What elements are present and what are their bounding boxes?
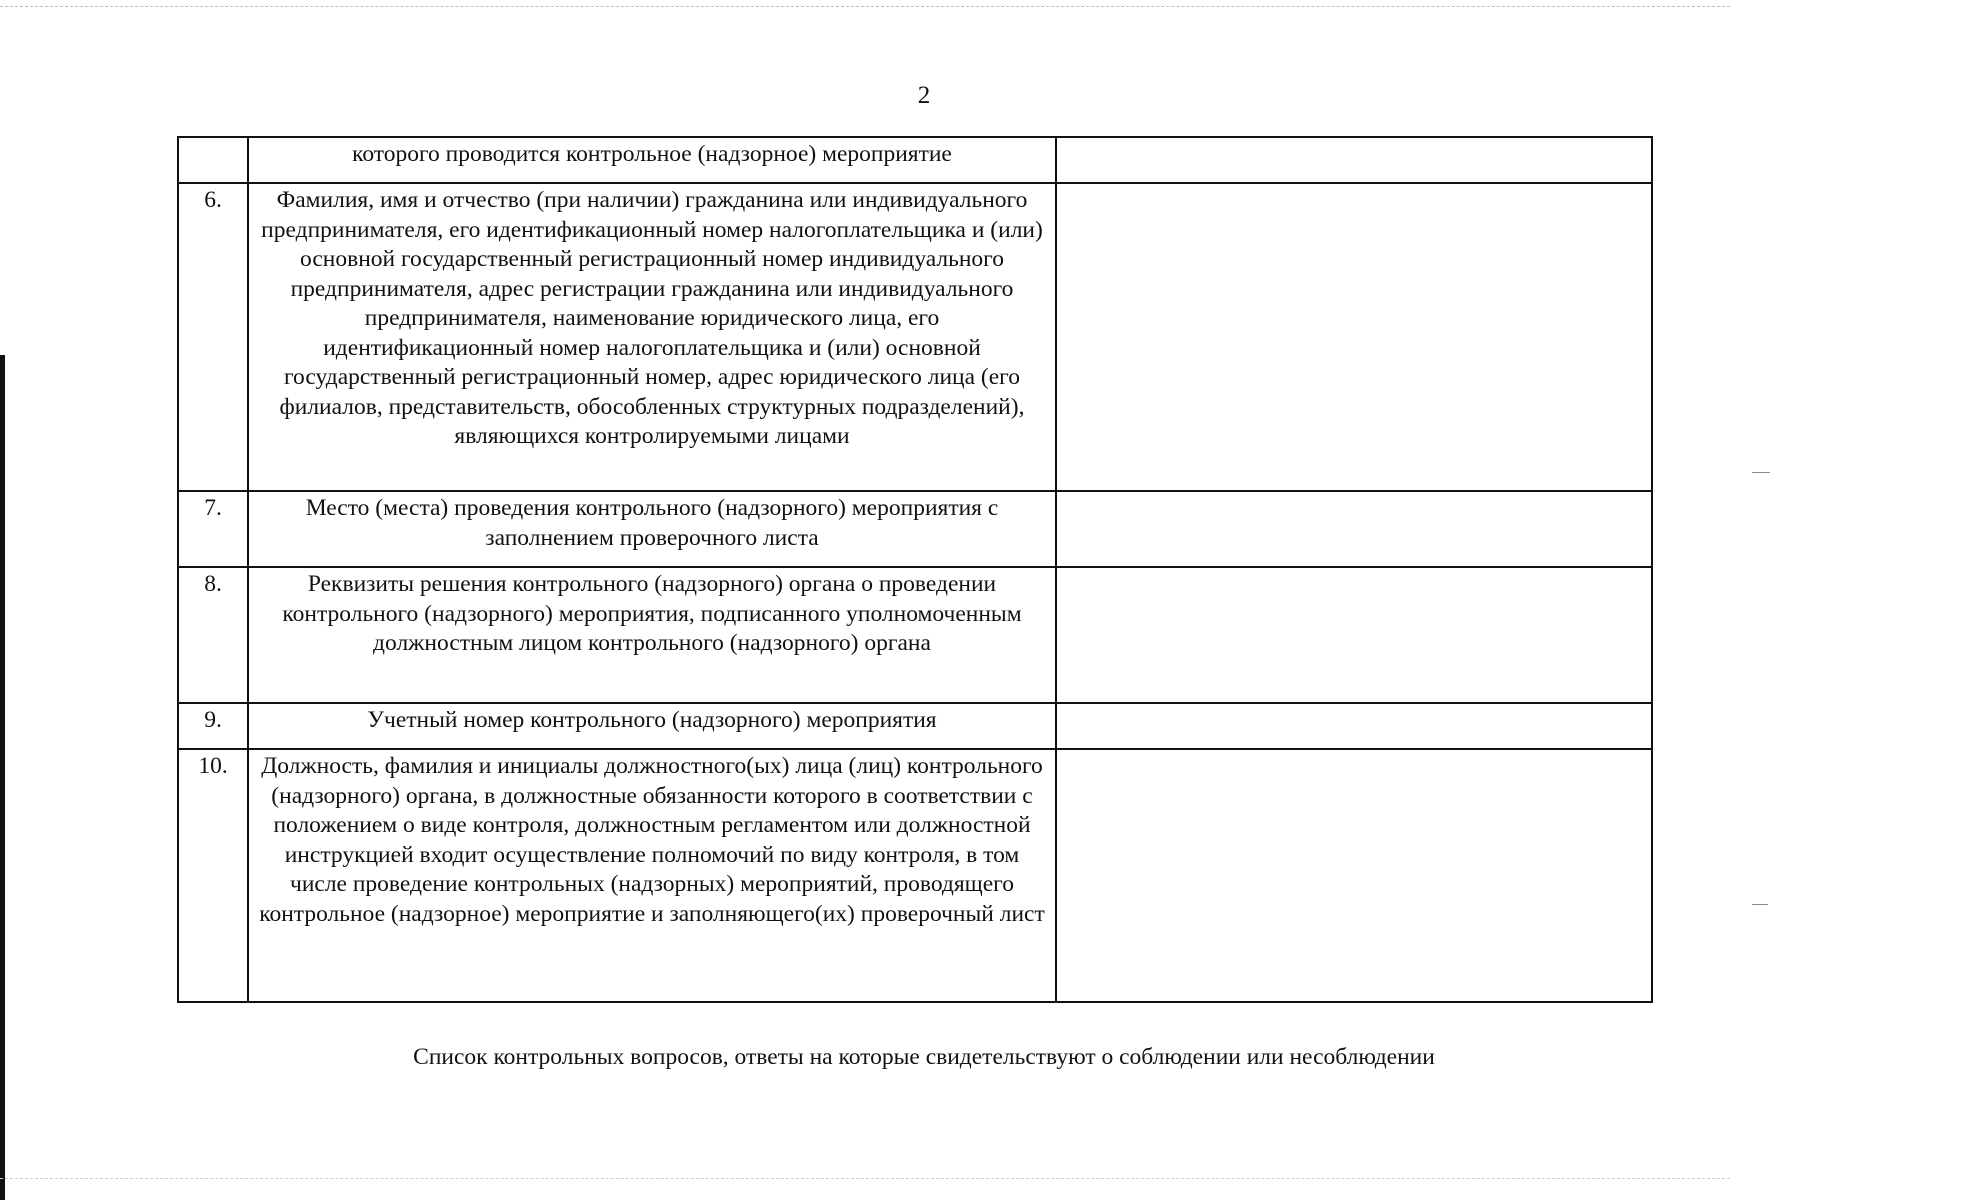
row-description: Фамилия, имя и отчество (при наличии) гражданина или индивидуального предпринимателя, его идентификационный номер налогоплательщика и (или) основной государственный регистрационный номер индивидуального предпринимателя, адрес регистрации гражданина или индивидуального предпринимателя, наименование юридического лица, его идентификационный номер налогоплательщика и (или) основной государственный регистрационный номер, адрес юридического лица (его филиалов, представительств, обособленных структурных подразделений), являющихся контролируемыми лицами — [248, 183, 1056, 491]
row-description: Место (места) проведения контрольного (надзорного) мероприятия с заполнением проверочного листа — [248, 491, 1056, 567]
row-value-cell — [1056, 703, 1652, 749]
scan-left-border — [0, 355, 5, 1200]
row-description: которого проводится контрольное (надзорное) мероприятие — [248, 137, 1056, 183]
row-value-cell — [1056, 749, 1652, 1002]
row-value-cell — [1056, 183, 1652, 491]
row-description: Должность, фамилия и инициалы должностного(ых) лица (лиц) контрольного (надзорного) органа, в должностные обязанности которого в соответствии с положением о виде контроля, должностным регламентом или должностной инструкцией входит осуществление полномочий по виду контроля, в том числе проведение контрольных (надзорных) мероприятий, проводящего контрольное (надзорное) мероприятие и заполняющего(их) проверочный лист — [248, 749, 1056, 1002]
table-row — [178, 703, 1652, 749]
checklist-questions-heading: Список контрольных вопросов, ответы на которые свидетельствуют о соблюдении или несоблюдении — [413, 1044, 1435, 1070]
row-description: Реквизиты решения контрольного (надзорного) органа о проведении контрольного (надзорного) мероприятия, подписанного уполномоченным должностным лицом контрольного (надзорного) органа — [248, 567, 1056, 703]
row-value-cell — [1056, 137, 1652, 183]
scan-margin-mark — [1752, 904, 1768, 905]
page-number: 2 — [917, 82, 931, 109]
row-number: 7. — [178, 491, 248, 567]
row-description: Учетный номер контрольного (надзорного) мероприятия — [248, 703, 1056, 749]
row-number — [178, 137, 248, 183]
row-value-cell — [1056, 491, 1652, 567]
row-number: 6. — [178, 183, 248, 491]
row-number: 8. — [178, 567, 248, 703]
scan-top-edge — [0, 6, 1730, 7]
row-value-cell — [1056, 567, 1652, 703]
scan-bottom-edge — [0, 1178, 1730, 1179]
row-number: 9. — [178, 703, 248, 749]
scan-margin-mark — [1752, 472, 1770, 473]
table-row — [178, 137, 1652, 183]
checklist-info-table — [177, 136, 1653, 1003]
table-row — [178, 183, 1652, 491]
table-row — [178, 567, 1652, 703]
table-row — [178, 491, 1652, 567]
row-number: 10. — [178, 749, 248, 1002]
table-row — [178, 749, 1652, 1002]
